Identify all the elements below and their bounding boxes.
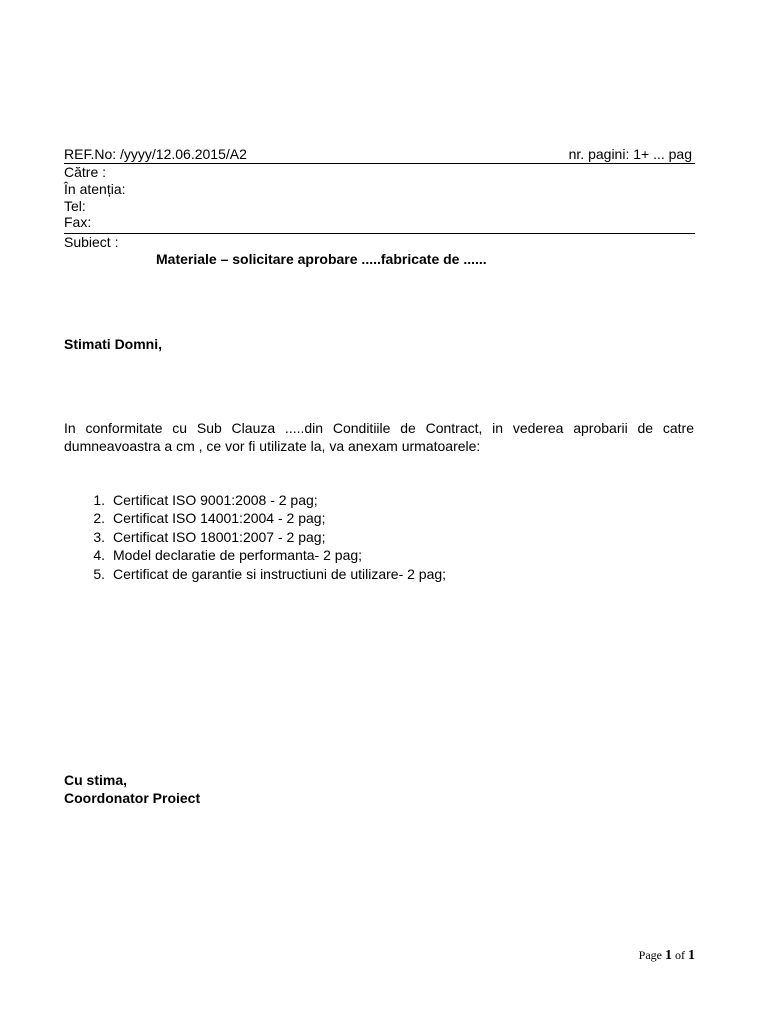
list-item-number: 4.	[93, 547, 105, 564]
page-footer	[639, 948, 695, 964]
attachments-list	[64, 491, 446, 583]
reference-number: REF.No: /yyyy/12.06.2015/A2	[64, 146, 247, 162]
list-item-text: Certificat de garantie si instructiuni de utilizare- 2 pag;	[113, 565, 447, 582]
list-item	[64, 565, 446, 583]
list-item-text: Certificat ISO 14001:2004 - 2 pag;	[113, 510, 326, 527]
salutation: Stimati Domni,	[64, 336, 163, 352]
list-item	[64, 528, 446, 546]
header-divider-bottom	[64, 233, 695, 234]
list-item-text: Model declaratie de performanta- 2 pag;	[113, 547, 363, 564]
list-item-number: 2.	[93, 510, 105, 527]
fax-label: Fax:	[64, 214, 92, 230]
phone-label: Tel:	[64, 198, 86, 214]
page-word: Page	[638, 948, 662, 962]
attention-label: În atenția:	[64, 181, 126, 197]
body-paragraph: In conformitate cu Sub Clauza .....din Conditiile de Contract, in vederea aprobarii de catre dumneavoastra a cm , ce vor fi utilizate la, va anexam urmatoarele:	[64, 420, 694, 454]
total-pages: 1	[688, 948, 695, 963]
current-page: 1	[665, 948, 672, 963]
list-item-number: 1.	[93, 492, 105, 508]
signatory: Coordonator Proiect	[64, 790, 201, 806]
list-item-text: Certificat ISO 18001:2007 - 2 pag;	[113, 528, 326, 545]
header-divider-top	[64, 163, 695, 164]
list-item-number: 5.	[93, 565, 105, 582]
list-item-text: Certificat ISO 9001:2008 - 2 pag;	[113, 492, 318, 508]
of-word: of	[675, 948, 685, 962]
list-item	[64, 546, 446, 564]
subject-line: Materiale – solicitare aprobare .....fabricate de ......	[156, 251, 487, 267]
list-item	[64, 491, 446, 509]
subject-label: Subiect :	[64, 234, 119, 250]
list-item-number: 3.	[93, 528, 105, 545]
recipient-label: Către :	[64, 164, 107, 180]
closing: Cu stima,	[64, 772, 128, 788]
page-count: nr. pagini: 1+ ... pag	[568, 146, 692, 162]
list-item	[64, 509, 446, 527]
